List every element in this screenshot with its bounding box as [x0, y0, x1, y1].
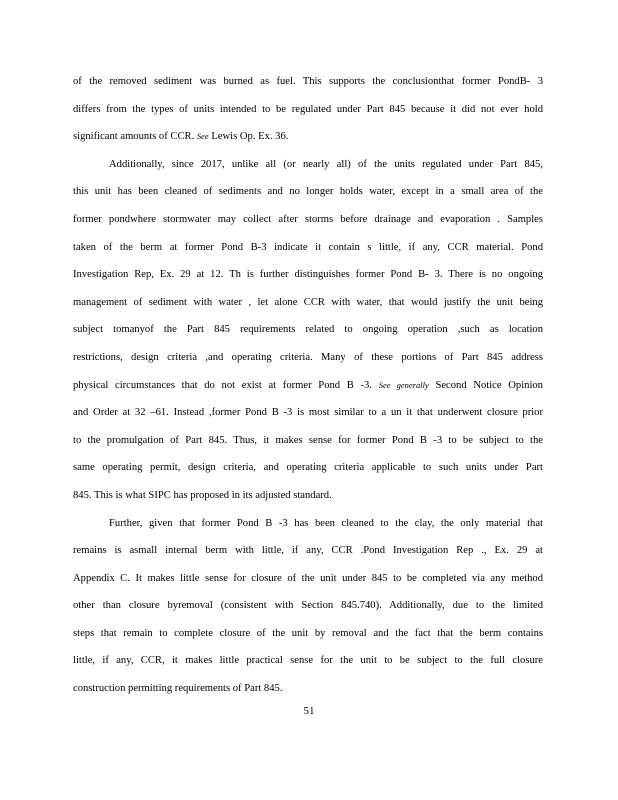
text-line-content: construction permitting requirements of Part 845. [73, 683, 283, 695]
text-line [73, 289, 543, 317]
text-line [73, 316, 543, 344]
text-line-content: significant amounts of CCR. [73, 131, 197, 143]
text-line-content: Appendix C. It makes little sense for closure of the unit under 845 to be completed via any method [73, 572, 543, 584]
text-line-content: other than closure byremoval (consistent with Section 845.740). Additionally, due to the limited [73, 600, 543, 612]
text-line-content: Investigation Rep, Ex. 29 at 12. Th is further distinguishes former Pond B- 3. There is no ongoing [73, 269, 543, 281]
text-line [73, 96, 543, 124]
text-line-content: Second Notice Opinion [428, 379, 543, 391]
text-line [73, 399, 543, 427]
text-line [73, 620, 543, 648]
text-line [73, 675, 543, 703]
text-line-content: former pondwhere stormwater may collect after storms before drainage and evaporation . Samples [73, 213, 543, 225]
text-line [73, 234, 543, 262]
text-line [73, 206, 543, 234]
text-line [73, 261, 543, 289]
text-line-content: subject tomanyof the Part 845 requirements related to ongoing operation ,such as location [73, 324, 543, 336]
text-line [73, 178, 543, 206]
text-line [73, 372, 543, 400]
text-line [73, 510, 543, 538]
text-line-content: Lewis Op. Ex. 36. [208, 131, 289, 143]
text-line [73, 537, 543, 565]
text-line [73, 647, 543, 675]
text-line-content: management of sediment with water , let alone CCR with water, that would justify the unit being [73, 296, 543, 308]
text-line [73, 68, 543, 96]
text-line-content: same operating permit, design criteria, and operating criteria applicable to such units under Part [73, 462, 543, 474]
document-body [73, 68, 543, 703]
text-line [73, 592, 543, 620]
text-line-content: steps that remain to complete closure of the unit by removal and the fact that the berm contains [73, 627, 543, 639]
text-line-content: Further, given that former Pond B -3 has been cleaned to the clay, the only material that [109, 517, 543, 529]
page-number: 51 [303, 705, 315, 717]
text-line-content: 845. This is what SIPC has proposed in its adjusted standard. [73, 489, 332, 501]
text-line-content: taken of the berm at former Pond B-3 indicate it contain s little, if any, CCR material. Pond [73, 241, 543, 253]
text-line-content: to the promulgation of Part 845. Thus, it makes sense for former Pond B -3 to be subject to the [73, 434, 543, 446]
text-line [73, 454, 543, 482]
text-line [73, 482, 543, 510]
citation-signal: See generally [378, 379, 429, 390]
text-line-content: this unit has been cleaned of sediments and no longer holds water, except in a small area of the [73, 186, 543, 198]
text-line-content: physical circumstances that do not exist at former Pond B -3. [73, 379, 379, 391]
text-line-content: remains is asmall internal berm with little, if any, CCR .Pond Investigation Rep ., Ex. 29 at [73, 545, 543, 557]
text-line [73, 344, 543, 372]
text-line-content: restrictions, design criteria ,and operating criteria. Many of these portions of Part 845 address [73, 351, 543, 363]
text-line-content: of the removed sediment was burned as fuel. This supports the conclusionthat former PondB- 3 [73, 76, 543, 87]
text-line [73, 565, 543, 593]
text-line [73, 151, 543, 179]
text-line-content: Additionally, since 2017, unlike all (or nearly all) of the units regulated under Part 845, [109, 158, 543, 170]
text-line-content: little, if any, CCR, it makes little practical sense for the unit to be subject to the full closure [73, 655, 543, 667]
text-line [73, 123, 543, 151]
citation-signal: See [196, 131, 209, 142]
text-line [73, 427, 543, 455]
text-line-content: and Order at 32 –61. Instead ,former Pond B -3 is most similar to a un it that underwent closure prior [73, 407, 543, 419]
text-line-content: differs from the types of units intended to be regulated under Part 845 because it did not ever hold [73, 103, 543, 115]
